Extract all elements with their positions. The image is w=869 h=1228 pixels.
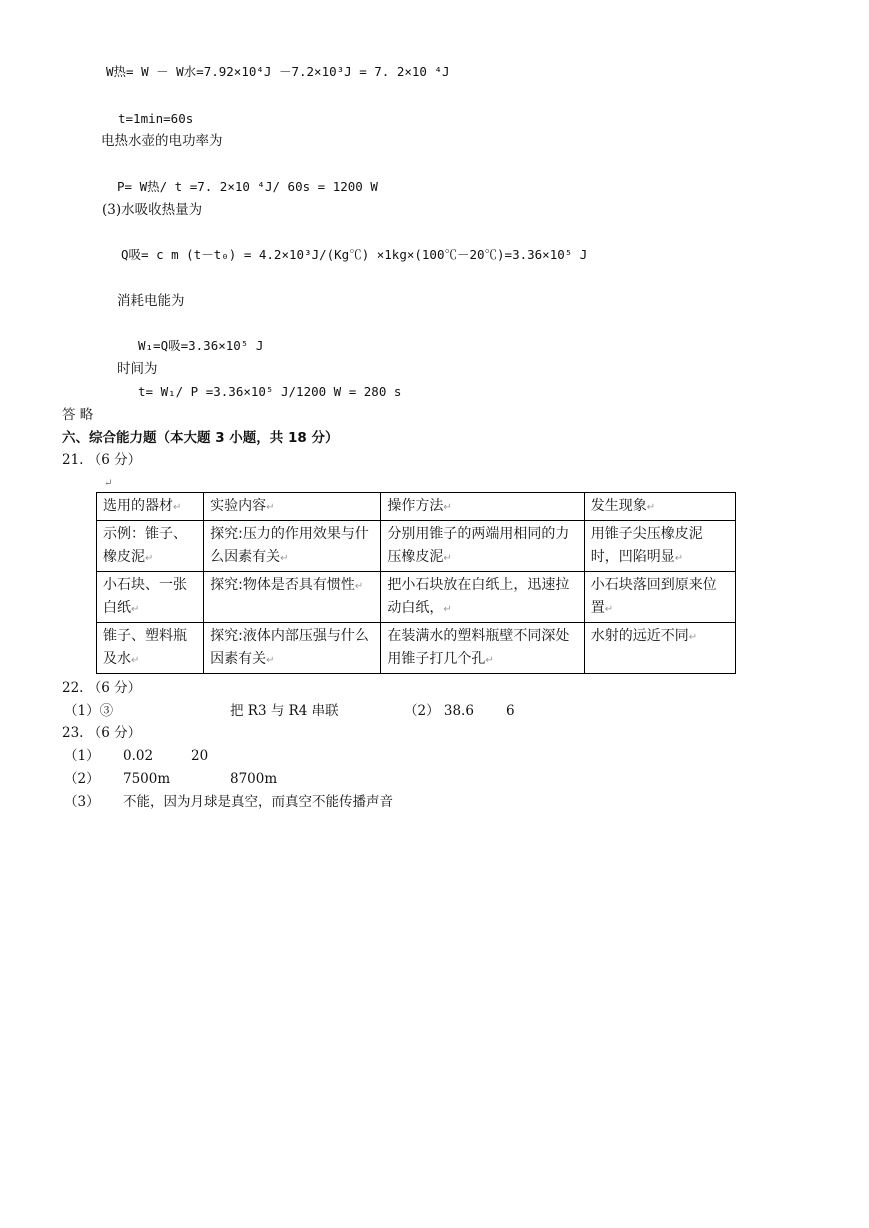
line-heat-formula: Q吸= c m (t－t₀) = 4.2×10³J/(Kg℃) ×1kg×(100℃－20℃)=3.36×10⁵ J xyxy=(121,247,588,262)
line-time-heading: 时间为 xyxy=(117,361,158,377)
table-cell: 示例：锥子、橡皮泥↵ xyxy=(97,521,204,572)
table-header-cell: 实验内容↵ xyxy=(204,493,381,521)
question-22-heading: 22. （6 分） xyxy=(62,680,142,696)
table-cell: 在装满水的塑料瓶壁不同深处用锥子打几个孔↵ xyxy=(381,623,584,674)
q23-part2-value-b: 8700m xyxy=(230,771,278,787)
table-header-cell: 操作方法↵ xyxy=(381,493,584,521)
question-23-heading: 23. （6 分） xyxy=(62,725,142,741)
table-row xyxy=(97,521,736,572)
table-cell: 用锥子尖压橡皮泥时，凹陷明显↵ xyxy=(584,521,735,572)
q23-part1-value-b: 20 xyxy=(191,748,209,764)
table-cell: 探究:液体内部压强与什么因素有关↵ xyxy=(204,623,381,674)
q22-part1-answer: 把 R3 与 R4 串联 xyxy=(230,703,339,719)
line-time-formula: t= W₁/ P =3.36×10⁵ J/1200 W = 280 s xyxy=(138,384,402,399)
q23-part1-label: （1） xyxy=(64,748,100,764)
line-energy-heading: 消耗电能为 xyxy=(117,293,185,309)
line-heat-heading: (3)水吸收热量为 xyxy=(102,202,203,218)
line-w-heat: W热= W － W水=7.92×10⁴J －7.2×10³J = 7. 2×10 ⁴J xyxy=(106,64,450,79)
section-heading: 六、综合能力题（本大题 3 小题，共 18 分） xyxy=(62,430,339,446)
q22-part2-value: 6 xyxy=(506,703,515,719)
table-cell: 小石块落回到原来位置↵ xyxy=(584,572,735,623)
q23-part3-label: （3） xyxy=(64,794,100,810)
line-power-heading: 电热水壶的电功率为 xyxy=(101,133,223,149)
table-row xyxy=(97,572,736,623)
q23-part3-answer: 不能，因为月球是真空，而真空不能传播声音 xyxy=(123,794,393,810)
line-power-formula: P= W热/ t =7. 2×10 ⁴J/ 60s = 1200 W xyxy=(117,179,378,194)
table-cell: 把小石块放在白纸上，迅速拉动白纸，↵ xyxy=(381,572,584,623)
q22-part2-answer: （2） 38.6 xyxy=(404,703,474,719)
table-row xyxy=(97,623,736,674)
question-21-heading: 21. （6 分） xyxy=(62,452,142,468)
answer-omitted: 答 略 xyxy=(62,407,94,423)
experiment-table xyxy=(96,492,736,674)
q22-part1-label: （1）③ xyxy=(64,703,114,719)
table-header-cell: 发生现象↵ xyxy=(584,493,735,521)
paragraph-mark: ↵ xyxy=(104,478,113,489)
table-cell: 小石块、一张白纸↵ xyxy=(97,572,204,623)
q23-part2-label: （2） xyxy=(64,771,100,787)
table-cell: 分别用锥子的两端用相同的力压橡皮泥↵ xyxy=(381,521,584,572)
table-cell: 水射的远近不同↵ xyxy=(584,623,735,674)
table-cell: 探究:物体是否具有惯性↵ xyxy=(204,572,381,623)
table-cell: 探究:压力的作用效果与什么因素有关↵ xyxy=(204,521,381,572)
line-energy-formula: W₁=Q吸=3.36×10⁵ J xyxy=(138,338,264,353)
table-header-cell: 选用的器材↵ xyxy=(97,493,204,521)
table-header-row xyxy=(97,493,736,521)
q23-part1-value-a: 0.02 xyxy=(123,748,154,764)
q23-part2-value-a: 7500m xyxy=(123,771,171,787)
table-cell: 锥子、塑料瓶及水↵ xyxy=(97,623,204,674)
line-time: t=1min=60s xyxy=(118,111,194,126)
